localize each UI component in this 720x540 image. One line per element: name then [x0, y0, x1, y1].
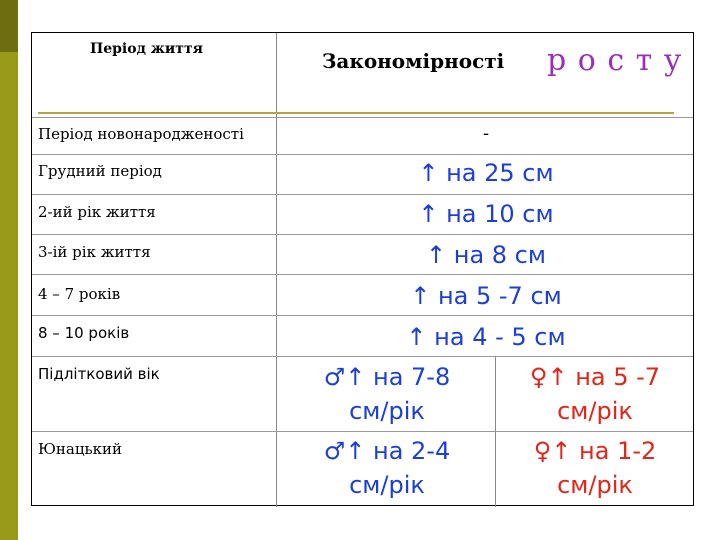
row-line — [32, 274, 693, 275]
header-growth: р о с т у — [547, 43, 683, 78]
header-regularities: Закономірності — [322, 49, 505, 73]
row-line — [32, 234, 693, 235]
teen-female-line1: ♀↑ на 5 -7 — [529, 363, 661, 391]
value-4-7: ↑ на 5 -7 см — [410, 282, 562, 310]
period-year2: 2-ий рік життя — [38, 203, 156, 221]
row-line — [32, 194, 693, 195]
header-rule — [38, 112, 674, 114]
value-year2: ↑ на 10 см — [418, 200, 554, 228]
teen-male-line1: ♂↑ на 7-8 — [323, 363, 451, 391]
row-line — [32, 431, 693, 432]
period-teen: Підлітковий вік — [38, 365, 160, 383]
period-8-10: 8 – 10 років — [38, 324, 130, 342]
row-line — [32, 117, 693, 118]
youth-female-line1: ♀↑ на 1-2 — [533, 437, 657, 465]
youth-female-line2: см/рік — [557, 471, 633, 499]
period-infant: Грудний період — [38, 162, 162, 180]
row-line — [32, 315, 693, 316]
row-line — [32, 356, 693, 357]
period-newborn: Період новонародженості — [38, 125, 244, 143]
period-youth: Юнацький — [38, 440, 123, 458]
left-accent-bar-top — [0, 0, 18, 52]
left-accent-bar — [0, 0, 18, 540]
growth-table — [31, 32, 694, 506]
value-8-10: ↑ на 4 - 5 см — [406, 323, 566, 351]
value-year3: ↑ на 8 см — [426, 241, 546, 269]
youth-male-line1: ♂↑ на 2-4 — [323, 437, 451, 465]
header-period: Період життя — [90, 41, 203, 57]
youth-male-line2: см/рік — [349, 471, 425, 499]
value-infant: ↑ на 25 см — [418, 159, 554, 187]
column-divider — [276, 33, 277, 507]
teen-female-line2: см/рік — [557, 397, 633, 425]
row-line — [32, 154, 693, 155]
value-newborn: - — [482, 123, 490, 144]
period-year3: 3-ій рік життя — [38, 243, 151, 261]
teen-male-line2: см/рік — [349, 397, 425, 425]
period-4-7: 4 – 7 років — [38, 285, 121, 303]
